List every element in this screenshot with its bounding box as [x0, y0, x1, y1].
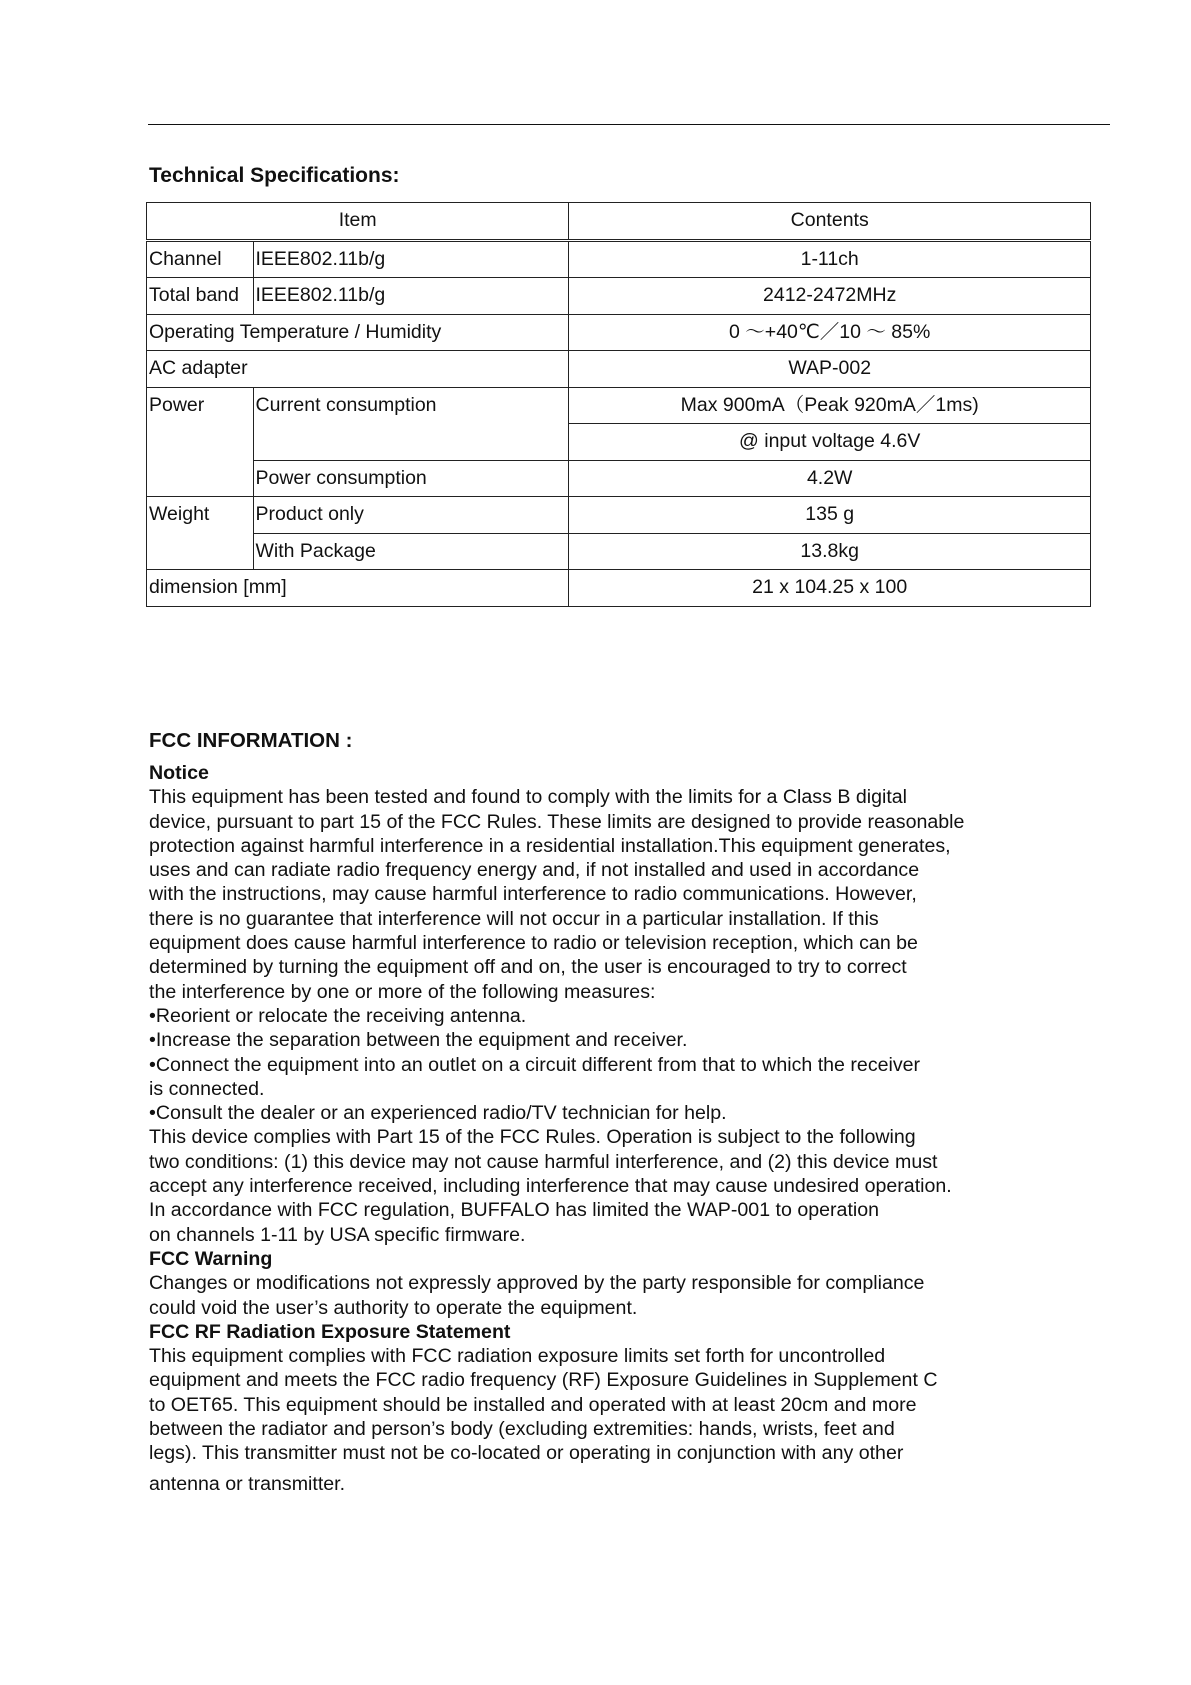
dimension-value: 21 x 104.25 x 100	[569, 570, 1091, 607]
spec-title: Technical Specifications:	[149, 164, 400, 187]
notice-line: uses and can radiate radio frequency energy and, if not installed and used in accordance	[149, 859, 920, 882]
bullet-item: •Connect the equipment into an outlet on a circuit different from that to which the receiver	[149, 1053, 921, 1076]
notice-line: protection against harmful interference in a residential installation.This equipment generates,	[149, 834, 951, 857]
rf-line: between the radiator and person’s body (excluding extremities: hands, wrists, feet and	[149, 1418, 895, 1441]
table-row	[147, 424, 1091, 461]
weight-label: Weight	[147, 497, 254, 570]
table-row	[147, 460, 1091, 497]
header-rule	[148, 124, 1110, 125]
notice-line: This equipment has been tested and found to comply with the limits for a Class B digital	[149, 786, 908, 809]
bullet-item: •Reorient or relocate the receiving antenna.	[149, 1004, 527, 1027]
notice-line: accept any interference received, including interference that may cause undesired operation.	[149, 1175, 952, 1198]
with-package-label: With Package	[253, 533, 569, 570]
table-row	[147, 240, 1091, 278]
channel-label: Channel	[147, 240, 254, 278]
header-item: Item	[147, 203, 569, 241]
total-band-value: 2412-2472MHz	[569, 278, 1091, 315]
fcc-title: FCC INFORMATION :	[149, 729, 353, 752]
with-package-value: 13.8kg	[569, 533, 1091, 570]
current-consumption-value: Max 900mA（Peak 920mA／1ms)	[569, 387, 1091, 424]
notice-line: equipment does cause harmful interference to radio or television reception, which can be	[149, 932, 918, 955]
bullet-item: •Increase the separation between the equipment and receiver.	[149, 1029, 688, 1052]
warning-line: Changes or modifications not expressly approved by the party responsible for compliance	[149, 1272, 925, 1295]
rf-line: to OET65. This equipment should be installed and operated with at least 20cm and more	[149, 1393, 917, 1416]
power-consumption-label: Power consumption	[253, 460, 569, 497]
notice-line: there is no guarantee that interference will not occur in a particular installation. If this	[149, 907, 879, 930]
ac-adapter-value: WAP-002	[569, 351, 1091, 388]
operating-value: 0 ～+40℃／10 ～ 85%	[569, 314, 1091, 351]
power-label: Power	[147, 387, 254, 497]
notice-heading: Notice	[149, 762, 209, 784]
table-row	[147, 314, 1091, 351]
bullet-item: •Consult the dealer or an experienced radio/TV technician for help.	[149, 1102, 727, 1125]
current-consumption-voltage: @ input voltage 4.6V	[569, 424, 1091, 461]
notice-line: with the instructions, may cause harmful interference to radio communications. However,	[149, 883, 917, 906]
warning-heading: FCC Warning	[149, 1247, 273, 1270]
product-only-label: Product only	[253, 497, 569, 534]
spec-table	[146, 202, 1091, 607]
table-row	[147, 533, 1091, 570]
table-row	[147, 497, 1091, 534]
rf-line: legs). This transmitter must not be co-located or operating in conjunction with any other	[149, 1442, 904, 1465]
notice-line: determined by turning the equipment off and on, the user is encouraged to try to correct	[149, 956, 907, 979]
notice-line: device, pursuant to part 15 of the FCC Rules. These limits are designed to provide reasonable	[149, 810, 965, 833]
table-row	[147, 278, 1091, 315]
operating-label: Operating Temperature / Humidity	[147, 314, 569, 351]
bullet-item-cont: is connected.	[149, 1077, 265, 1100]
dimension-label: dimension [mm]	[147, 570, 569, 607]
warning-line: could void the user’s authority to operate the equipment.	[149, 1296, 638, 1319]
rf-line: This equipment complies with FCC radiation exposure limits set forth for uncontrolled	[149, 1345, 886, 1368]
total-band-label: Total band	[147, 278, 254, 315]
table-row	[147, 351, 1091, 388]
total-band-standard: IEEE802.11b/g	[253, 278, 569, 315]
product-only-value: 135 g	[569, 497, 1091, 534]
notice-body	[149, 785, 1049, 1247]
ac-adapter-label: AC adapter	[147, 351, 569, 388]
header-contents: Contents	[569, 203, 1091, 241]
notice-line: In accordance with FCC regulation, BUFFALO has limited the WAP-001 to operation	[149, 1199, 880, 1222]
channel-standard: IEEE802.11b/g	[253, 240, 569, 278]
notice-line: the interference by one or more of the following measures:	[149, 980, 656, 1003]
rf-line: equipment and meets the FCC radio frequency (RF) Exposure Guidelines in Supplement C	[149, 1369, 938, 1392]
current-consumption-label: Current consumption	[253, 387, 569, 424]
notice-line: on channels 1-11 by USA specific firmware.	[149, 1223, 526, 1246]
warning-body	[149, 1271, 1049, 1320]
table-row	[147, 387, 1091, 424]
rf-body	[149, 1344, 1049, 1496]
table-row	[147, 570, 1091, 607]
channel-value: 1-11ch	[569, 240, 1091, 278]
current-consumption-cont	[253, 424, 569, 461]
rf-line: antenna or transmitter.	[149, 1472, 346, 1495]
power-consumption-value: 4.2W	[569, 460, 1091, 497]
fcc-section	[149, 728, 1049, 1496]
notice-line: This device complies with Part 15 of the FCC Rules. Operation is subject to the following	[149, 1126, 916, 1149]
notice-line: two conditions: (1) this device may not cause harmful interference, and (2) this device must	[149, 1150, 938, 1173]
table-header-row	[147, 203, 1091, 241]
rf-heading: FCC RF Radiation Exposure Statement	[149, 1320, 511, 1343]
